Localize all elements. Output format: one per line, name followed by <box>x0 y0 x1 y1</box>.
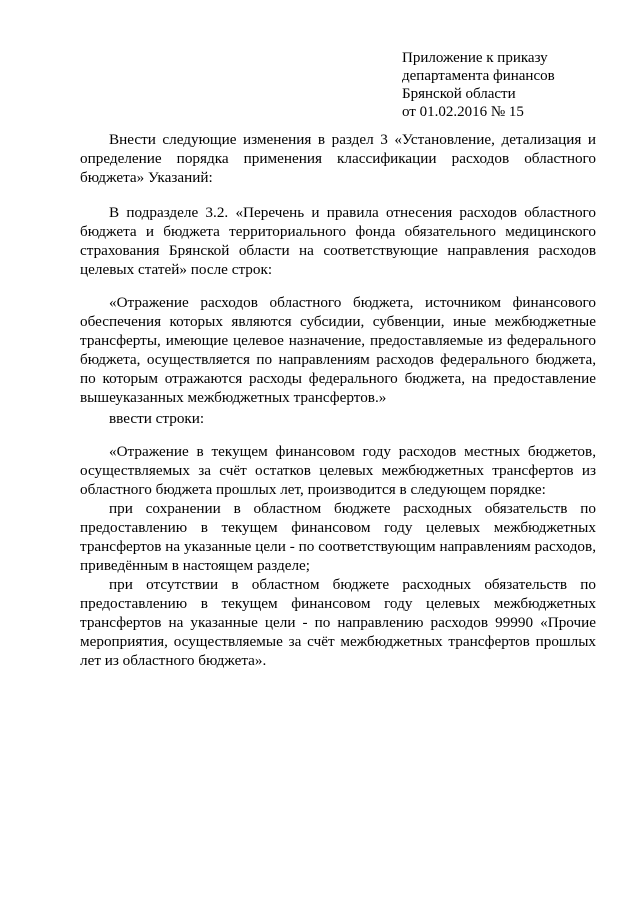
header-line-department: департамента финансов <box>402 68 555 84</box>
appendix-header <box>402 49 602 121</box>
subsection-paragraph: В подразделе 3.2. «Перечень и правила отнесения расходов областного бюджета и бюджета территориального фонда обязательного медицинского страхования Брянской области на соответствующие направления расходов целевых статей» после строк: <box>80 204 596 278</box>
new-text-case-absent: при отсутствии в областном бюджете расходных обязательств по предоставлению в текущем финансовом году целевых межбюджетных трансфертов на указанные цели - по направлению расходов 99990 «Прочие мероприятия, осуществляемые за счёт межбюджетных трансфертов прошлых лет из областного бюджета». <box>80 576 596 669</box>
insert-lines-label: ввести строки: <box>109 410 205 427</box>
quoted-new-text <box>80 442 596 670</box>
new-text-intro: «Отражение в текущем финансовом году расходов местных бюджетов, осуществляемых за счёт остатков целевых межбюджетных трансфертов из областного бюджета прошлых лет, производится в следующем порядке: <box>80 443 596 498</box>
header-line-region: Брянской области <box>402 86 516 102</box>
intro-paragraph: Внести следующие изменения в раздел 3 «Установление, детализация и определение порядка применения классификации расходов областного бюджета» Указаний: <box>80 131 596 186</box>
new-text-case-preserved: при сохранении в областном бюджете расходных обязательств по предоставлению в текущем финансовом году целевых межбюджетных трансфертов на указанные цели - по соответствующим направлениям расходов, приведённым в настоящем разделе; <box>80 500 596 574</box>
quoted-existing-text: «Отражение расходов областного бюджета, источником финансового обеспечения которых являются субсидии, субвенции, иные межбюджетные трансферты, имеющие целевое назначение, предоставляемые из федерального бюджета, осуществляется по направлениям расходов федерального бюджета, по которым отражаются расходы федерального бюджета, на предоставление вышеуказанных межбюджетных трансфертов.» <box>80 294 596 406</box>
header-line-date-number: от 01.02.2016 № 15 <box>402 104 524 120</box>
header-line-appendix: Приложение к приказу <box>402 50 548 66</box>
